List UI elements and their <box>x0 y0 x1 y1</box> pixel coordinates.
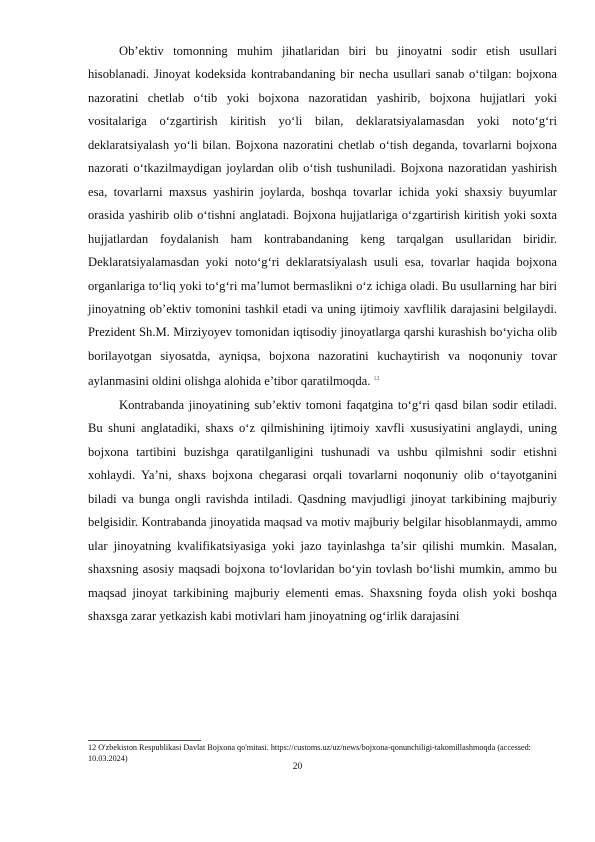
paragraph-text: Ob’ektiv tomonning muhim jihatlaridan biri bu jinoyatni sodir etish usullari hisoblanadi. Jinoyat kodeksida kontrabandaning bir necha usullari sanab o‘tilgan: bojxona nazoratini chetlab o‘tib yoki bojxona nazoratidan yashirib, bojxona hujjatlari yoki vositalariga o‘zgartirish kiritish yo‘li bilan, deklaratsiyalamasdan yoki noto‘g‘ri deklaratsiyalash yo‘li bilan. Bojxona nazoratini chetlab o‘tish deganda, tovarlarni bojxona nazorati o‘tkazilmaydigan joylardan olib o‘tish tushuniladi. Bojxona nazoratidan yashirish esa, tovarlarni maxsus yashirin joylarda, boshqa tovarlar ichida yoki shaxsiy buyumlar orasida yashirib olib o‘tishni anglatadi. Bojxona hujjatlariga o‘zgartirish kiritish yoki soxta hujjatlardan foydalanish ham kontrabandaning keng tarqalgan usullaridan biridir. Deklaratsiyalamasdan yoki noto‘g‘ri deklaratsiyalash usuli esa, tovarlar haqida bojxona organlariga to‘liq yoki to‘g‘ri ma’lumot bermaslikni o‘z ichiga oladi. Bu usullarning har biri jinoyatning ob’ektiv tomonini tashkil etadi va uning ijtimoiy xavflilik darajasini belgilaydi. Prezident Sh.M. Mirziyoyev tomonidan iqtisodiy jinoyatlarga qarshi kurashish bo‘yicha olib borilayotgan siyosatda, ayniqsa, bojxona nazoratini kuchaytirish va noqonuniy tovar aylanmasini oldini olishga alohida e’tibor qaratilmoqda. <box>88 44 557 389</box>
footnote: 12 O'zbekiston Respublikasi Davlat Bojxona qo'mitasi. https://customs.uz/uz/news/bojxona-qonunchiligi-takomillashmoqda (accessed: 10.03.2024) <box>88 743 531 763</box>
page-body <box>88 40 557 629</box>
footnote-divider <box>88 740 201 741</box>
paragraph-objective-side <box>88 40 557 394</box>
paragraph-subjective-side: Kontrabanda jinoyatining sub’ektiv tomoni faqatgina to‘g‘ri qasd bilan sodir etiladi. Bu shuni anglatadiki, shaxs o‘z qilmishining ijtimoiy xavfli xususiyatini anglaydi, uning bojxona tartibini buzishga qaratilganligini tushunadi va ushbu qilmishni sodir etishni xohlaydi. Ya’ni, shaxs bojxona chegarasi orqali tovarlarni noqonuniy olib o‘tayotganini biladi va bunga ongli ravishda intiladi. Qasdning mavjudligi jinoyat tarkibining majburiy belgisidir. Kontrabanda jinoyatida maqsad va motiv majburiy belgilar hisoblanmaydi, ammo ular jinoyatning kvalifikatsiyasiga yoki jazo tayinlashga ta’sir qilishi mumkin. Masalan, shaxsning asosiy maqsadi bojxona to‘lovlaridan bo‘yin tovlash bo‘lishi mumkin, ammo bu maqsad jinoyat tarkibining majburiy elementi emas. Shaxsning foyda olish yoki boshqa shaxsga zarar yetkazish kabi motivlari ham jinoyatning og‘irlik darajasini <box>88 397 557 624</box>
page-number: 20 <box>292 762 303 772</box>
footnote-marker[interactable]: 12 <box>373 376 380 383</box>
